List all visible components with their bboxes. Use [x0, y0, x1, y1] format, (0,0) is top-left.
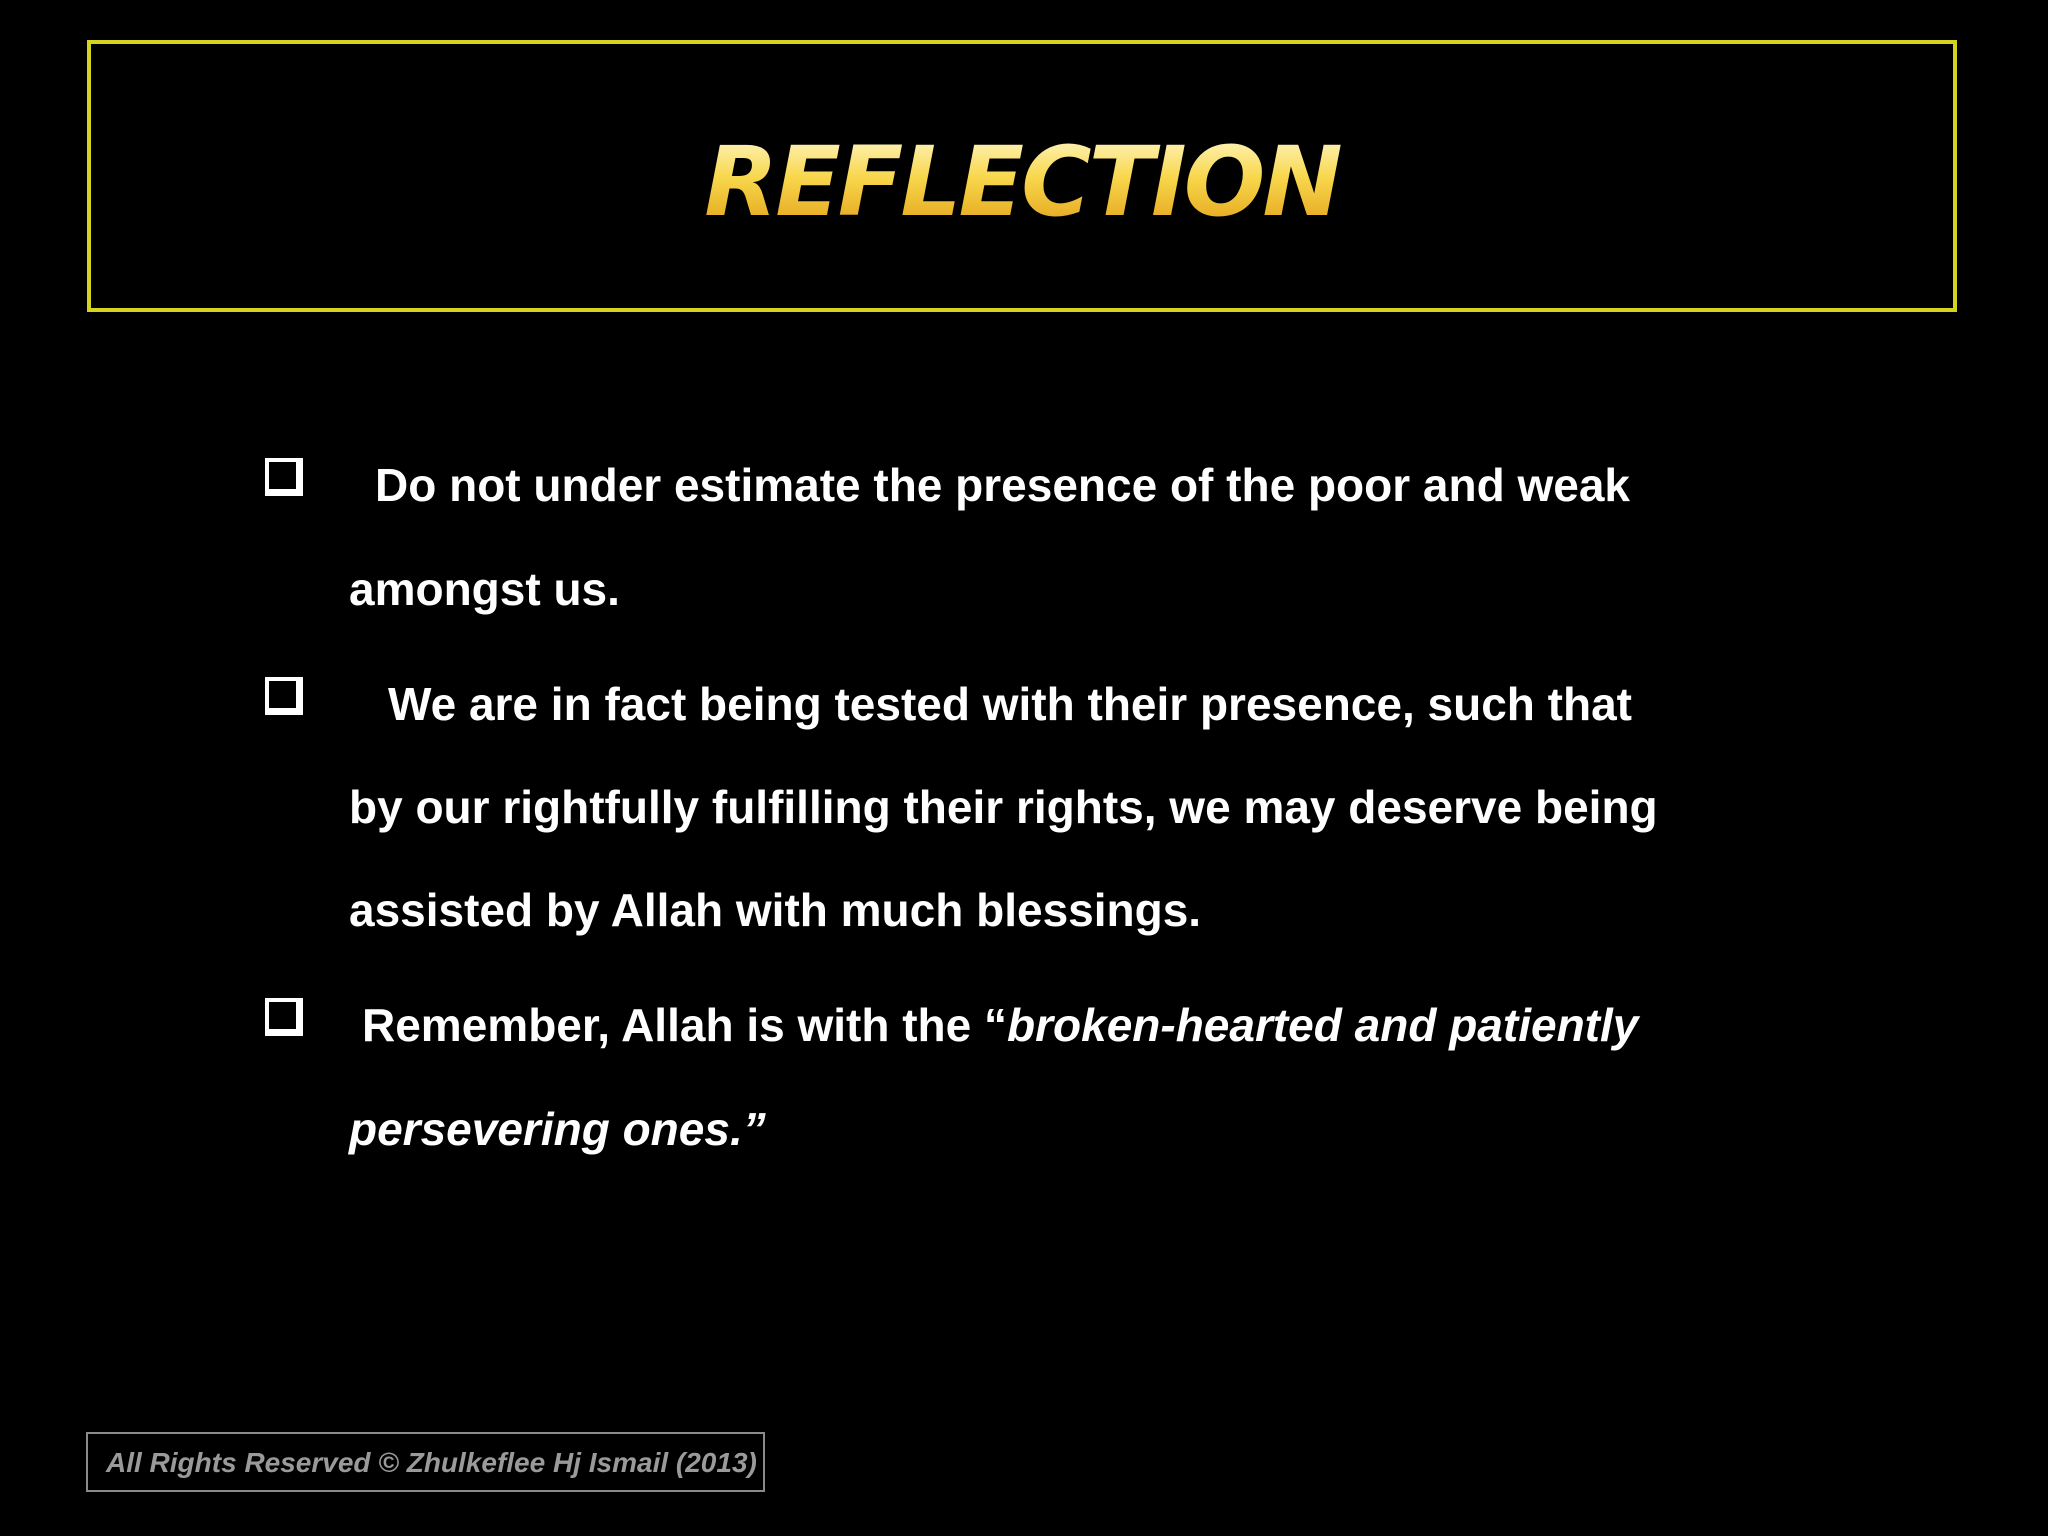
bullet-3-line-2: [349, 1103, 766, 1155]
checkbox-bullet-icon: [265, 677, 303, 715]
bullet-3-line-1: [362, 999, 1639, 1051]
bullet-3-quote-italic: broken-hearted and patiently: [1007, 999, 1639, 1051]
copyright-frame: [86, 1432, 765, 1492]
bullet-1-line-2: amongst us.: [349, 563, 620, 615]
bullet-3-text: Remember, Allah is with the “: [362, 999, 1008, 1051]
bullet-3-quote-end: persevering ones.”: [349, 1103, 766, 1155]
checkbox-bullet-icon: [265, 998, 303, 1036]
checkbox-bullet-icon: [265, 458, 303, 496]
bullet-2-line-1: We are in fact being tested with their presence, such that: [388, 678, 1632, 730]
bullet-2-line-3: assisted by Allah with much blessings.: [349, 884, 1202, 936]
bullet-2-line-2: by our rightfully fulfilling their rights, we may deserve being: [349, 781, 1658, 833]
copyright-text: All Rights Reserved © Zhulkeflee Hj Ismail (2013): [106, 1447, 757, 1478]
bullet-1-line-1: Do not under estimate the presence of the poor and weak: [375, 459, 1631, 511]
slide-title: REFLECTION: [91, 134, 1953, 230]
